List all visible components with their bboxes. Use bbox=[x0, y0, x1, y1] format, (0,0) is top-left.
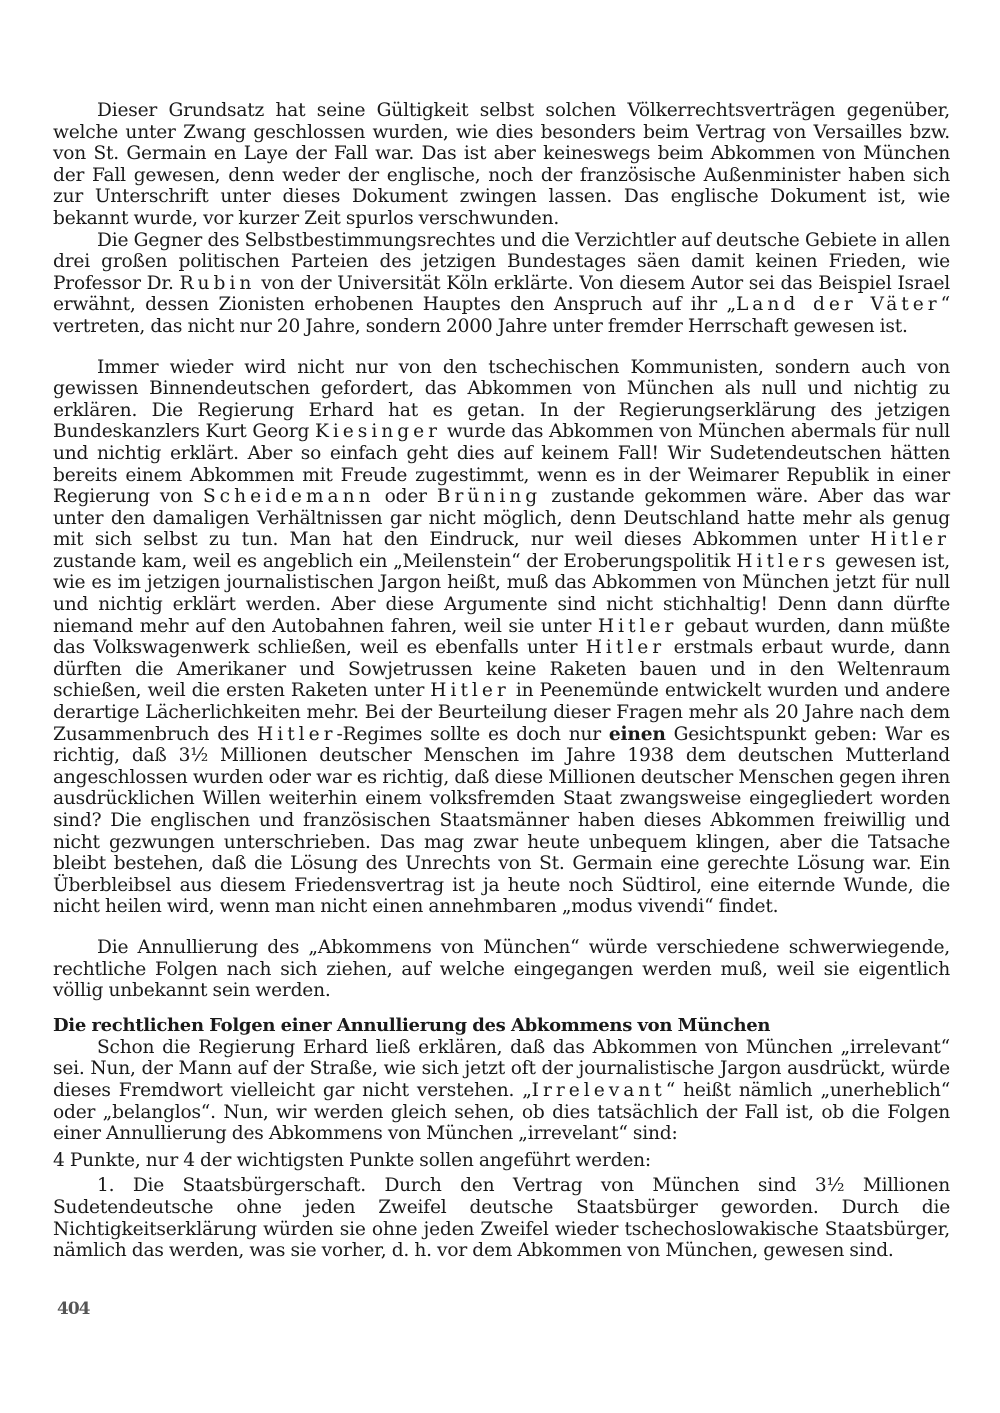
paragraph-staatsbuergerschaft: 1. Die Staatsbürgerschaft. Durch den Vertrag von München sind 3½ Millionen Sudetendeutsche ohne jeden Zweifel deutsche Staatsbürger geworden. Durch die Nichtigkeitserklärung würden sie ohne jeden Zweifel wieder tschechoslowakische Staatsbürger, nämlich das werden, was sie vorher, d. h. vor dem Abkommen von München, gewesen sind. bbox=[53, 1175, 950, 1262]
spaced-word-irrelevant: Irrelevant bbox=[531, 1079, 666, 1101]
spaced-name-hitler: Hitler bbox=[430, 680, 510, 702]
spaced-name-hitler: Hitler bbox=[870, 529, 950, 551]
spaced-name-hitler: Hitler bbox=[585, 637, 666, 659]
document-page bbox=[53, 100, 950, 1262]
spaced-name-hitler: Hitler bbox=[257, 723, 337, 745]
section-heading: Die rechtlichen Folgen einer Annullierung des Abkommens von München bbox=[53, 1014, 771, 1036]
spaced-name-hitler: Hitler bbox=[597, 615, 678, 637]
spaced-name-hitlers: Hitlers bbox=[736, 550, 830, 572]
spaced-name-rubin: Rubin bbox=[179, 272, 256, 294]
paragraph-grundsatz: Dieser Grundsatz hat seine Gültigkeit selbst solchen Völkerrechtsverträgen gegenüber, welche unter Zwang geschlossen wurden, wie dies besonders beim Vertrag von Versailles bzw. von St. Germain en Laye der Fall war. Das ist aber keineswegs beim Abkommen von München der Fall gewesen, denn weder der englische, noch der französische Außenminister haben sich zur Unterschrift unter dieses Dokument zwingen lassen. Das englische Dokument ist, wie bekannt wurde, vor kurzer Zeit spurlos verschwunden. bbox=[53, 100, 950, 229]
spaced-name-scheidemann: Scheidemann bbox=[202, 486, 375, 508]
paragraph-irrelevant: Schon die Regierung Erhard ließ erklären, daß das Abkommen von München „irrelevant“ sei. Nun, der Mann auf der Straße, wie sich jetzt oft der journalistische Jargon ausdrückt, würde dieses Fremdwort vielleicht gar nicht verstehen. „Irrelevant“ heißt nämlich „unerheblich“ oder „belanglos“. Nun, wir werden gleich sehen, ob dies tatsächlich der Fall ist, ob die Folgen einer Annullierung des Abkommens von München „irrevelant“ sind: bbox=[53, 1036, 950, 1145]
page-number: 404 bbox=[57, 1299, 90, 1319]
bold-einen: einen bbox=[608, 723, 666, 745]
paragraph-immer-wieder: Immer wieder wird nicht nur von den tschechischen Kommunisten, sondern auch von gewissen Binnendeutschen gefordert, das Abkommen von München als null und nichtig zu erklären. Die Regierung Erhard hat es getan. In der Regierungserklärung des jetzigen Bundeskanzlers Kurt Georg Kiesinger wurde das Abkommen von München abermals für null und nichtig erklärt. Aber so einfach geht dies auf keinem Fall! Wir Sudetendeutschen hätten bereits einem Abkommen mit Freude zugestimmt, wenn es in der Weimarer Republik in einer Regierung von Scheidemann oder Brüning zustande gekommen wäre. Aber das war unter den damaligen Verhältnissen gar nicht möglich, denn Deutschland hatte mehr als genug mit sich selbst zu tun. Man hat den Eindruck, nur weil dieses Abkommen unter Hitler zustande kam, weil es angeblich ein „Meilenstein“ der Eroberungspolitik Hitlers gewesen ist, wie es im jetzigen journalistischen Jargon heißt, muß das Abkommen von München jetzt für null und nichtig erklärt werden. Aber diese Argumente sind nicht stichhaltig! Denn dann dürfte niemand mehr auf den Autobahnen fahren, weil sie unter Hitler gebaut wurden, dann müßte das Volkswagenwerk schließen, weil es ebenfalls unter Hitler erstmals erbaut wurde, dann dürften die Amerikaner und Sowjetrussen keine Raketen bauen und in den Weltenraum schießen, weil die ersten Raketen unter Hitler in Peenemünde entwickelt wurden und andere derartige Lächerlichkeiten mehr. Bei der Beurteilung dieser Fragen mehr als 20 Jahre nach dem Zusammenbruch des Hitler-Regimes sollte es doch nur einen Gesichtspunkt geben: War es richtig, daß 3½ Millionen deutscher Menschen im Jahre 1938 dem deutschen Mutterland angeschlossen wurden oder war es richtig, daß diese Millionen deutscher Menschen gegen ihren ausdrücklichen Willen weiterhin einem volksfremden Staat zwangsweise eingegliedert worden sind? Die englischen und französischen Staatsmänner haben dieses Abkommen freiwillig und nicht gezwungen unterschrieben. Das mag zwar heute unbequem klingen, aber die Tatsache bleibt bestehen, daß die Lösung des Unrechts von St. Germain eine gerechte Lösung war. Ein Überbleibsel aus diesem Friedensvertrag ist ja heute noch Südtirol, eine eiternde Wunde, die nicht heilen wird, wenn man nicht einen annehmbaren „modus vivendi“ findet. bbox=[53, 356, 951, 918]
spaced-name-bruening: Brüning bbox=[436, 486, 542, 508]
paragraph-annullierung: Die Annullierung des „Abkommens von München“ würde verschiedene schwerwiegende, rechtliche Folgen nach sich ziehen, auf welche eingegangen werden muß, weil sie eigentlich völlig unbekannt sein werden. bbox=[53, 936, 950, 1002]
paragraph-gegner: Die Gegner des Selbstbestimmungsrechtes und die Verzichtler auf deutsche Gebiete in allen drei großen politischen Parteien des jetzigen Bundestages säen damit keinen Frieden, wie Professor Dr. Rubin von der Universität Köln erklärte. Von diesem Autor sei das Beispiel Israel erwähnt, dessen Zionisten erhobenen Hauptes den Anspruch auf ihr „Land der Väter“ vertreten, das nicht nur 20 Jahre, sondern 2000 Jahre unter fremder Herrschaft gewesen ist. bbox=[53, 229, 951, 337]
spaced-phrase-land-der-vaeter: Land der Väter bbox=[735, 294, 941, 316]
paragraph-vier-punkte: 4 Punkte, nur 4 der wichtigsten Punkte sollen angeführt werden: bbox=[53, 1149, 651, 1171]
spaced-name-kiesinger: Kiesinger bbox=[314, 421, 442, 443]
